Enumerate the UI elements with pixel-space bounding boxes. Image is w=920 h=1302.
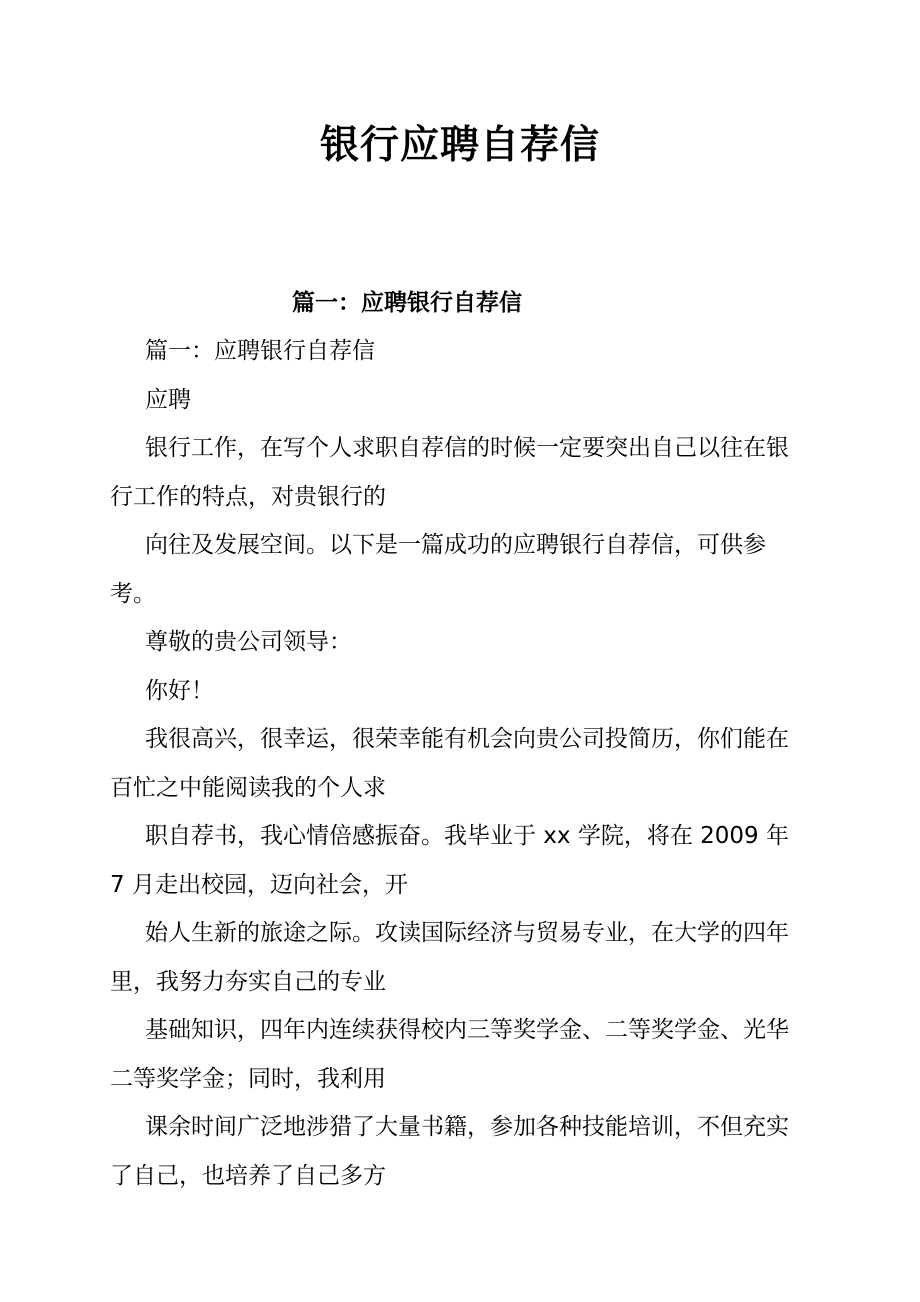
paragraph-2: 应聘 xyxy=(145,386,191,413)
paragraph-4: 向往及发展空间。以下是一篇成功的应聘银行自荐信，可供参考。 xyxy=(110,532,766,607)
paragraph-10: 基础知识，四年内连续获得校内三等奖学金、二等奖学金、光华二等奖学金；同时，我利用 xyxy=(110,1017,789,1092)
paragraph-8: 职自荐书，我心情倍感振奋。我毕业于 xx 学院，将在 2009 年 7 月走出校园，迈向社会，开 xyxy=(110,823,789,898)
paragraph-7: 我很高兴，很幸运，很荣幸能有机会向贵公司投简历，你们能在百忙之中能阅读我的个人求 xyxy=(110,726,789,801)
paragraph-3: 银行工作，在写个人求职自荐信的时候一定要突出自己以往在银行工作的特点，对贵银行的 xyxy=(110,435,789,510)
letter-body xyxy=(110,327,790,1200)
paragraph-5: 尊敬的贵公司领导： xyxy=(145,629,352,655)
paragraph-9: 始人生新的旅途之际。攻读国际经济与贸易专业，在大学的四年里，我努力夯实自己的专业 xyxy=(110,920,789,995)
paragraph-11: 课余时间广泛地涉猎了大量书籍，参加各种技能培训，不但充实了自己，也培养了自己多方 xyxy=(110,1114,789,1189)
paragraph-6: 你好！ xyxy=(145,677,214,704)
paragraph-1: 篇一：应聘银行自荐信 xyxy=(145,338,375,364)
document-title: 银行应聘自荐信 xyxy=(319,123,600,168)
section-heading: 篇一：应聘银行自荐信 xyxy=(292,290,522,316)
